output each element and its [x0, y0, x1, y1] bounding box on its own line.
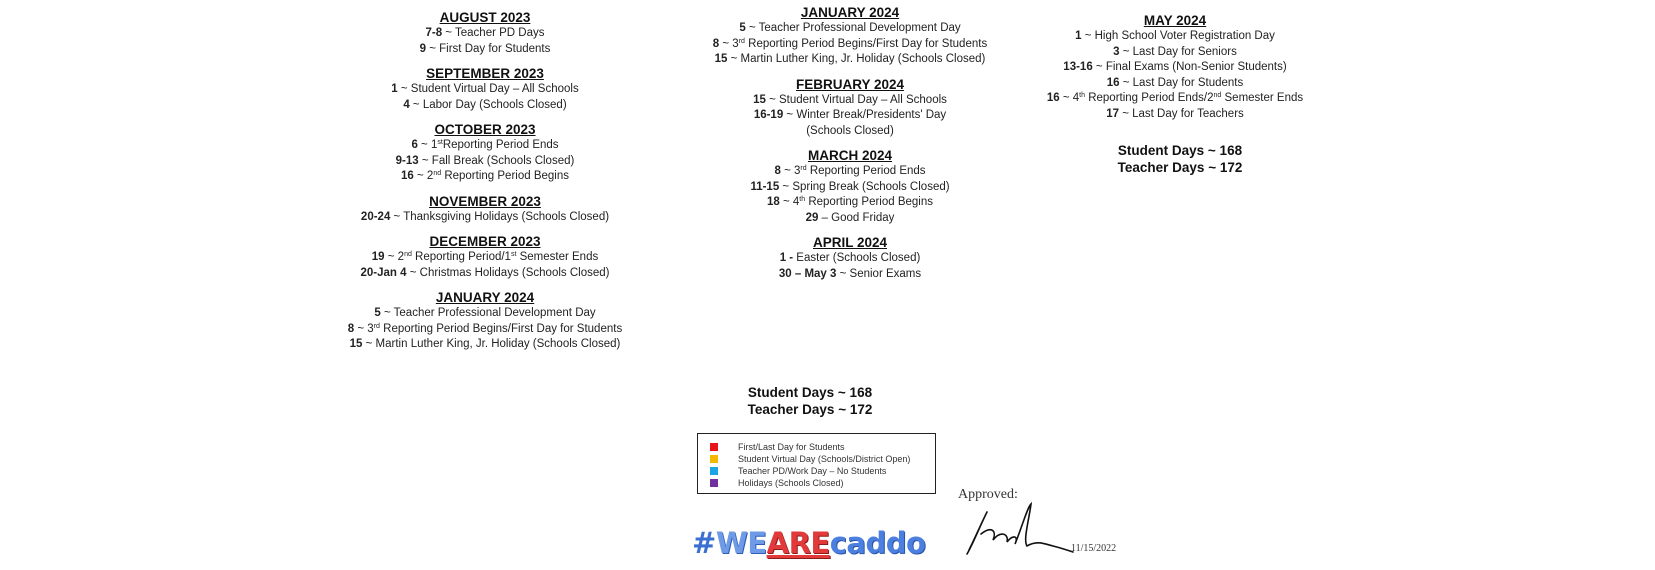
calendar-entry: 8 ~ 3rd Reporting Period Begins/First Day for Students [347, 322, 623, 335]
calendar-entry: 9-13 ~ Fall Break (Schools Closed) [395, 154, 575, 167]
totals-right [1075, 142, 1285, 176]
student-days-total: Student Days ~ 168 [1117, 143, 1243, 158]
month-block [340, 10, 630, 57]
calendar-column-3 [1030, 13, 1320, 131]
legend-item [710, 477, 935, 489]
student-days-total: Student Days ~ 168 [747, 385, 873, 400]
calendar-entry: 20-24 ~ Thanksgiving Holidays (Schools Closed) [360, 210, 610, 223]
calendar-entry: 9 ~ First Day for Students [419, 42, 551, 55]
legend-item [710, 465, 935, 477]
color-legend [697, 433, 936, 494]
teacher-days-total: Teacher Days ~ 172 [747, 402, 873, 417]
legend-label: Teacher PD/Work Day – No Students [738, 466, 887, 476]
calendar-entry: 5 ~ Teacher Professional Development Day [739, 22, 961, 34]
calendar-entry: (Schools Closed) [806, 124, 894, 137]
calendar-entry: 6 ~ 1stReporting Period Ends [411, 139, 559, 151]
legend-item [710, 441, 935, 453]
calendar-entry: 16-19 ~ Winter Break/Presidents' Day [753, 109, 947, 121]
calendar-entry: 1 - Easter (Schools Closed) [779, 252, 921, 264]
month-title: MAY 2024 [1143, 13, 1207, 28]
month-block [340, 290, 630, 353]
calendar-entry: 1 ~ High School Voter Registration Day [1075, 30, 1275, 42]
month-block [1030, 13, 1320, 122]
calendar-entry: 3 ~ Last Day for Seniors [1113, 45, 1237, 58]
calendar-entry: 15 ~ Student Virtual Day – All Schools [753, 93, 947, 106]
month-block [700, 5, 1000, 68]
month-title: AUGUST 2023 [439, 10, 531, 25]
calendar-entry: 7-8 ~ Teacher PD Days [425, 27, 545, 39]
weare-caddo-logo: #WEAREcaddo [692, 526, 926, 560]
calendar-entry: 20-Jan 4 ~ Christmas Holidays (Schools Closed) [360, 266, 610, 279]
month-title: DECEMBER 2023 [429, 234, 541, 249]
calendar-entry: 15 ~ Martin Luther King, Jr. Holiday (Schools Closed) [349, 338, 621, 350]
approval-date: 11/15/2022 [1071, 543, 1117, 554]
legend-swatch [710, 467, 718, 475]
calendar-column-1 [340, 10, 630, 362]
calendar-entry: 8 ~ 3rd Reporting Period Ends [774, 165, 926, 177]
month-title: JANUARY 2024 [435, 290, 535, 305]
calendar-entry: 11-15 ~ Spring Break (Schools Closed) [750, 180, 950, 193]
legend-swatch [710, 479, 718, 487]
calendar-entry: 4 ~ Labor Day (Schools Closed) [403, 98, 567, 111]
month-title: SEPTEMBER 2023 [426, 66, 544, 81]
month-title: OCTOBER 2023 [434, 122, 536, 137]
calendar-entry: 16 ~ 4th Reporting Period Ends/2nd Semester Ends [1046, 92, 1304, 104]
calendar-entry: 13-16 ~ Final Exams (Non-Senior Students) [1063, 61, 1287, 73]
legend-label: Holidays (Schools Closed) [738, 478, 844, 488]
month-title: FEBRUARY 2024 [795, 76, 905, 92]
calendar-entry: 16 ~ 2nd Reporting Period Begins [401, 170, 569, 182]
month-title: MARCH 2024 [807, 148, 893, 163]
calendar-entry: 8 ~ 3rd Reporting Period Begins/First Day for Students [712, 37, 988, 50]
calendar-entry: 19 ~ 2nd Reporting Period/1st Semester Ends [371, 251, 599, 263]
month-title: JANUARY 2024 [800, 5, 900, 20]
calendar-column-2 [700, 5, 1000, 291]
month-title: APRIL 2024 [812, 235, 888, 250]
month-block [340, 234, 630, 281]
teacher-days-total: Teacher Days ~ 172 [1117, 160, 1243, 175]
legend-label: First/Last Day for Students [738, 442, 845, 452]
legend-item [710, 453, 935, 465]
calendar-entry: 29 – Good Friday [805, 211, 895, 224]
month-block [340, 122, 630, 185]
month-block [700, 148, 1000, 226]
legend-swatch [710, 443, 718, 451]
totals-center [705, 384, 915, 418]
calendar-entry: 15 ~ Martin Luther King, Jr. Holiday (Schools Closed) [714, 53, 986, 65]
calendar-entry: 16 ~ Last Day for Students [1106, 76, 1244, 89]
month-block [340, 66, 630, 113]
calendar-entry: 1 ~ Student Virtual Day – All Schools [391, 83, 579, 95]
month-block [700, 77, 1000, 140]
legend-swatch [710, 455, 718, 463]
approved-label: Approved: [958, 487, 1018, 502]
month-block [340, 194, 630, 226]
calendar-entry: 18 ~ 4th Reporting Period Begins [766, 196, 933, 208]
calendar-entry: 17 ~ Last Day for Teachers [1106, 107, 1244, 120]
signature-icon [957, 500, 1077, 556]
calendar-entry: 5 ~ Teacher Professional Development Day [374, 307, 596, 319]
month-title: NOVEMBER 2023 [429, 193, 541, 209]
legend-label: Student Virtual Day (Schools/District Open) [738, 454, 911, 464]
calendar-entry: 30 – May 3 ~ Senior Exams [778, 267, 922, 280]
month-block [700, 235, 1000, 282]
